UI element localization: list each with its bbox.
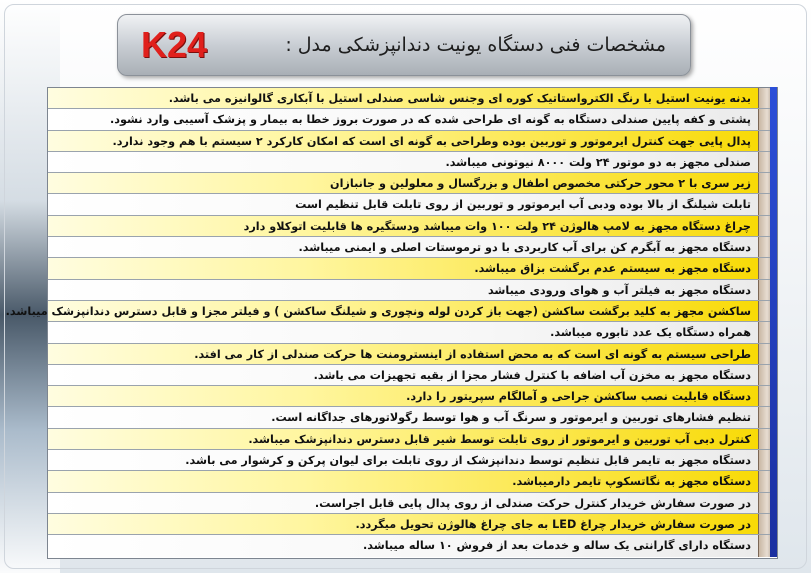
- spec-row: [48, 194, 777, 215]
- spec-row: [48, 429, 777, 450]
- spec-text: طراحی سیستم به گونه ای است که به محض استفاده از اینسترومنت ها حرکت صندلی از کار می افتد.: [194, 347, 751, 361]
- spec-text: دستگاه مجهز به سیستم عدم برگشت بزاق میباشد.: [474, 262, 751, 276]
- spec-text: ساکشن مجهز به کلید برگشت ساکشن (جهت باز کردن لوله ونچوری و شیلنگ ساکشن ) و فیلتر مجزا و قابل دسترس دندانپزشک میباشد.: [5, 304, 751, 318]
- spec-row: [48, 450, 777, 471]
- spec-row: [48, 407, 777, 428]
- spec-text: بدنه یونیت استیل با رنگ الکترواستاتیک کوره ای وجنس شاسی صندلی استیل با آبکاری گالوانیزه می باشد.: [168, 92, 751, 105]
- spec-row: [48, 216, 777, 237]
- spec-row: [48, 258, 777, 279]
- spec-text: پشتی و کفه پایین صندلی دستگاه به گونه ای طراحی شده که در صورت بروز خطا به بیمار و پزشک آسیبی وارد نشود.: [109, 113, 751, 127]
- spec-text: در صورت سفارش خریدار چراغ LED به جای چراغ هالوژن تحویل میگردد.: [355, 517, 751, 531]
- spec-text: دستگاه دارای گارانتی یک ساله و خدمات بعد از فروش ۱۰ ساله میباشد.: [363, 539, 751, 553]
- spec-text: کنترل دبی آب توربین و ایرموتور از روی تابلت توسط شیر قابل دسترس دندانپزشک میباشد.: [248, 432, 751, 446]
- spec-text: دستگاه مجهز به تایمر قابل تنظیم توسط دندانپزشک از روی تابلت برای لیوان پرکن و کرشوار می باشد.: [185, 454, 751, 468]
- spec-row: [48, 109, 777, 130]
- spec-row: [48, 173, 777, 194]
- spec-row: [48, 131, 777, 152]
- spec-row: [48, 152, 777, 173]
- spec-text: دستگاه مجهز به آبگرم کن برای آب کاربردی با دو ترموستات اصلی و ایمنی میباشد.: [298, 241, 751, 255]
- spec-text: دستگاه مجهز به فیلتر آب و هوای ورودی میباشد: [487, 283, 751, 297]
- spec-list: [5, 87, 778, 559]
- page-title: مشخصات فنی دستگاه یونیت دندانپزشکی مدل :: [285, 34, 666, 56]
- spec-row: [48, 365, 777, 386]
- spec-text: زیر سری با ۲ محور حرکتی مخصوص اطفال و بزرگسال و معلولین و جانبازان: [330, 177, 751, 191]
- spec-text: پدال پایی جهت کنترل ایرموتور و توربین بوده وطراحی به گونه ای است که امکان کارکرد ۲ سیستم با هم وجود ندارد.: [112, 134, 751, 148]
- spec-text: چراغ دستگاه مجهز به لامپ هالوژن ۲۴ ولت ۱۰۰ وات میباشد ودستگیره ها قابلیت اتوکلاو دارد: [243, 219, 751, 233]
- spec-text: صندلی مجهز به دو موتور ۲۴ ولت ۸۰۰۰ نیوتونی میباشد.: [445, 155, 751, 169]
- spec-text: تنظیم فشارهای توربین و ایرموتور و سرنگ آب و هوا توسط رگولاتورهای جداگانه است.: [271, 411, 751, 425]
- spec-row: [48, 514, 777, 535]
- spec-text: دستگاه قابلیت نصب ساکشن جراحی و آمالگام سپریتور را دارد.: [406, 390, 751, 404]
- spec-row: [48, 471, 777, 492]
- spec-text: دستگاه مجهز به نگاتسکوپ تایمر دارمیباشد.: [512, 475, 751, 489]
- spec-row: [48, 386, 777, 407]
- spec-row: [48, 535, 777, 556]
- spec-text: در صورت سفارش خریدار کنترل حرکت صندلی از روی پدال پایی قابل اجراست.: [314, 496, 751, 510]
- spec-row: [48, 280, 777, 301]
- accent-bar: [770, 87, 777, 557]
- model-label: K24: [141, 24, 208, 65]
- spec-row: [48, 344, 777, 365]
- spec-row: [48, 88, 777, 109]
- spec-text: همراه دستگاه یک عدد تابوره میباشد.: [550, 326, 751, 340]
- spec-text: تابلت شیلنگ از بالا بوده ودبی آب ایرموتور و توربین از روی تابلت قابل تنظیم است: [295, 198, 751, 212]
- spec-row: [48, 493, 777, 514]
- spec-row: [48, 322, 777, 343]
- spec-text: دستگاه مجهز به مخزن آب اضافه با کنترل فشار مجزا از بقیه تجهیزات می باشد.: [313, 368, 751, 382]
- spec-row: [5, 301, 777, 322]
- spec-row: [48, 237, 777, 258]
